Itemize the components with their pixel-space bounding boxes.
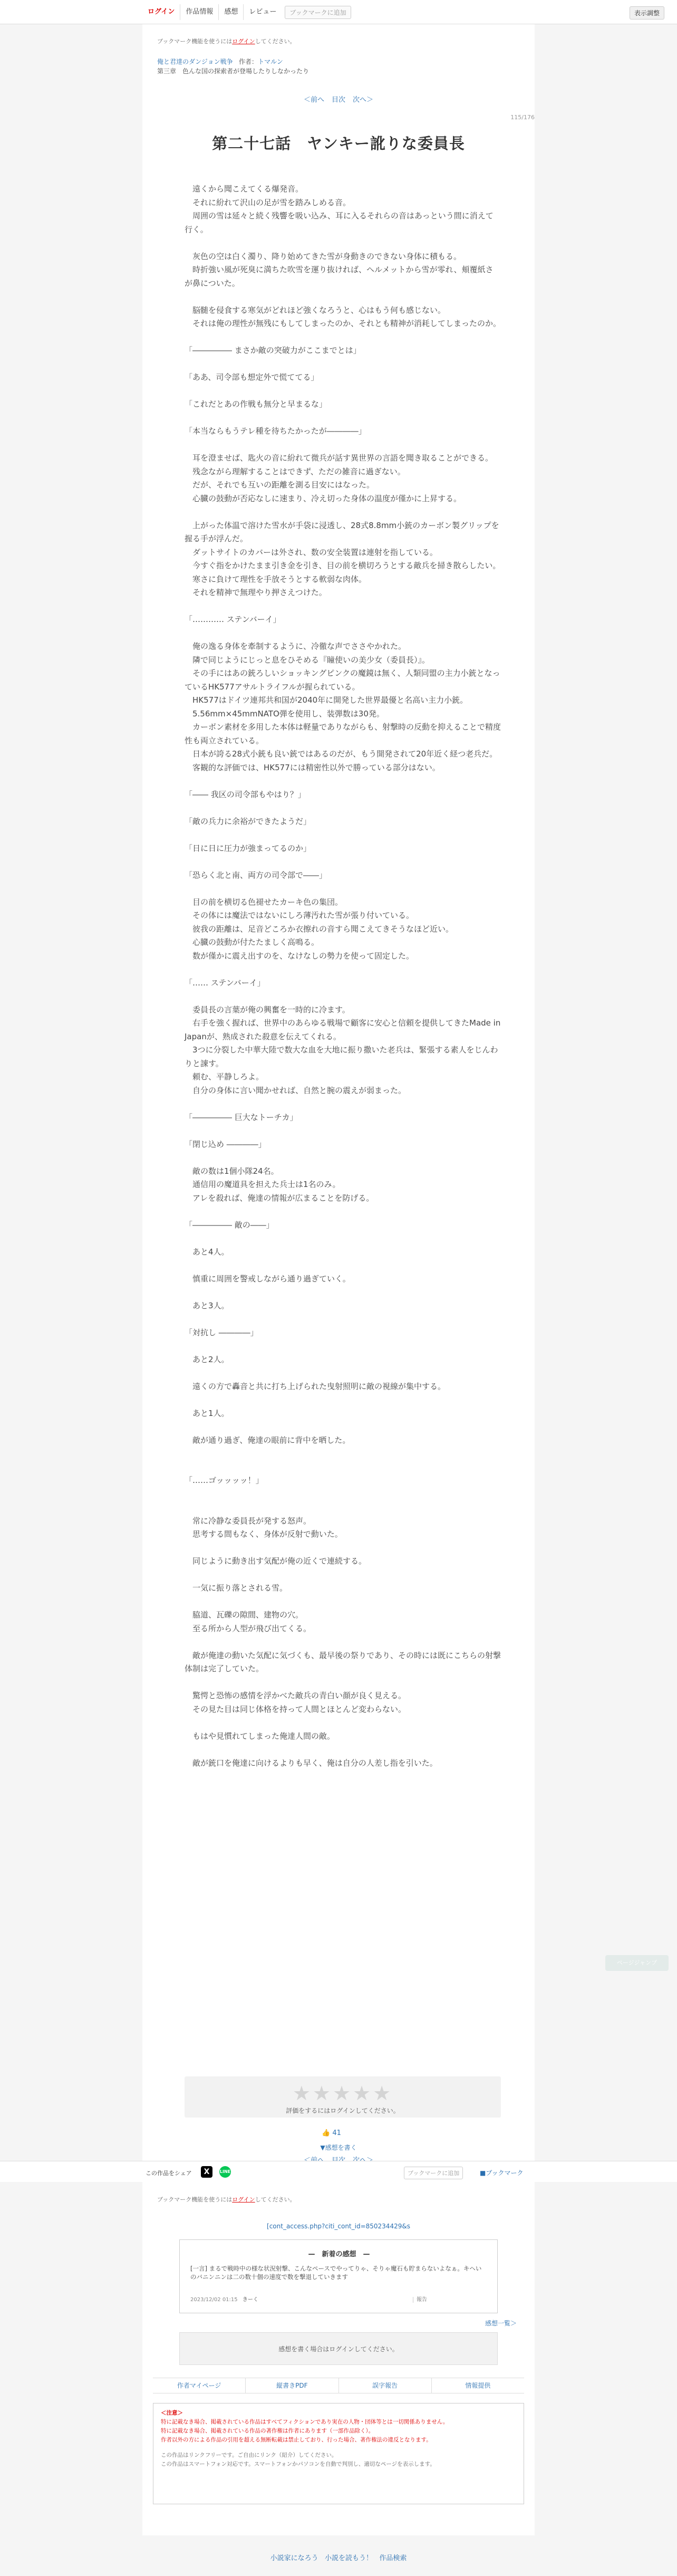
body-paragraph: だが、それでも互いの距離を測る目安にはなった。 [185, 480, 375, 490]
like-count: 41 [332, 2129, 341, 2137]
body-paragraph: 同じように動き出す気配が俺の近くで連続する。 [185, 1556, 367, 1566]
caution-line-5: この作品はスマートフォン対応です。スマートフォンかパソコンを自動で判別し、適切なページを表示します。 [161, 2461, 436, 2467]
ad-banner-link[interactable]: [cont_access.php?citi_cont_id=850234429&s [267, 2223, 410, 2230]
write-impression-login-note: 感想を書く場合はログインしてください。 [179, 2332, 498, 2365]
body-paragraph: それを精神で無理やり押さえつけた。 [185, 588, 327, 597]
body-paragraph: それに紛れて沢山の足が雪を踏みしめる音。 [185, 197, 351, 207]
body-paragraph [185, 1124, 501, 1138]
body-paragraph [185, 290, 501, 304]
typo-report-link[interactable]: 誤字報告 [339, 2378, 432, 2393]
page-number: 115/176 [510, 114, 535, 121]
body-paragraph: それは俺の理性が無残にもしてしまったのか、それとも精神が消耗してしまったのか。 [185, 319, 501, 328]
body-paragraph: 「―― 我区の司令部もやはり？」 [185, 789, 306, 799]
body-paragraph: 「…… ステンバーイ」 [185, 978, 265, 988]
body-paragraph [185, 1635, 501, 1649]
body-paragraph: 「………… ステンバーイ」 [185, 615, 281, 624]
body-paragraph [185, 1716, 501, 1730]
bookmark-add-button[interactable]: ブックマークに追加 [285, 6, 351, 19]
body-paragraph [185, 411, 501, 425]
write-impression-link[interactable]: ▼感想を書く [320, 2144, 357, 2151]
evaluation-box [185, 2076, 501, 2118]
body-paragraph: 「閉じ込め ――――」 [185, 1139, 266, 1149]
body-paragraph [185, 1097, 501, 1111]
body-paragraph: HK577はドイツ連邦共和国が2040年に開発した世界最優と名高い主力小銃。 [185, 695, 468, 705]
body-paragraph [185, 331, 501, 344]
body-paragraph: カーボン素材を多用した本体は軽量でありながらも、射撃時の反動を抑えることで精度性も両立されている。 [185, 722, 501, 745]
body-paragraph [185, 882, 501, 896]
impression-user[interactable]: きーく [242, 2297, 258, 2303]
bookmark-login-notice [157, 37, 296, 45]
body-paragraph: 驚愕と恐怖の感情を浮かべた敵兵の青白い顔が良く見える。 [185, 1691, 407, 1700]
body-paragraph: あと4人。 [185, 1247, 229, 1257]
body-paragraph [185, 1568, 501, 1582]
body-paragraph: アレを殺れば、俺達の情報が広まることを防げる。 [185, 1193, 374, 1203]
evaluation-login-note: 評価をするにはログインしてください。 [286, 2107, 400, 2114]
display-settings-button[interactable]: 表示調整 [630, 6, 664, 20]
body-paragraph: その手にはあの銃ろしいショッキングピンクの魔鏡は無く、人類同盟の主力小銃となっているHK577アサルトライフルが握られている。 [185, 668, 500, 692]
body-paragraph: 委員長の言葉が俺の興奮を一時的に冷ます。 [185, 1004, 350, 1014]
body-paragraph: 寒さに負けて理性を手放そうとする軟弱な肉体。 [185, 574, 367, 584]
impression-report-link[interactable]: 報告 [413, 2297, 427, 2303]
body-paragraph: あと1人。 [185, 1408, 229, 1418]
pager-top [142, 94, 535, 104]
body-paragraph [185, 1393, 501, 1407]
body-paragraph: 客観的な評価では、HK577には精密性以外で勝っている部分はない。 [185, 762, 440, 772]
body-paragraph: あと2人。 [185, 1354, 229, 1364]
chapter-heading: 第三章 色んな国の探索者が登場したりしなかったり [157, 68, 310, 75]
body-paragraph: 敵の数は1個小隊24名。 [185, 1166, 279, 1176]
body-paragraph: 時折強い風が死臭に満ちた吹雪を運り抜ければ、ヘルメットから雪が零れ、頬覆紙さが鼻についた。 [185, 265, 494, 288]
body-paragraph: 敵が通り過ぎ、俺達の眼前に背中を晒した。 [185, 1435, 351, 1445]
thumbs-up-icon: 👍 [322, 2129, 331, 2137]
body-paragraph: 心臓の鼓動が否応なしに速まり、冷え切った身体の温度が僅かに上昇する。 [185, 493, 462, 503]
next-link[interactable]: 次へ＞ [353, 96, 374, 104]
body-paragraph [185, 1420, 501, 1434]
body-paragraph [185, 774, 501, 788]
body-paragraph: 自分の身体に言い聞かせれば、自然と腕の震えが弱まった。 [185, 1085, 407, 1095]
body-paragraph: 通信用の魔道具を担えた兵士は1名のみ。 [185, 1180, 341, 1189]
impression-meta [190, 2295, 427, 2303]
body-paragraph: 「敵の兵力に余裕ができたようだ」 [185, 816, 312, 826]
impressions-title: — 新着の感想 — [308, 2251, 370, 2258]
caution-box [153, 2403, 524, 2504]
body-paragraph [185, 1232, 501, 1246]
new-impressions-box [179, 2239, 498, 2313]
body-paragraph [185, 963, 501, 976]
top-nav-inner [142, 4, 533, 20]
body-paragraph: 「――――― 敵の――」 [185, 1220, 274, 1230]
top-navigation-bar [0, 0, 677, 24]
impressions-link[interactable]: 感想 [219, 4, 244, 20]
body-paragraph: 目の前を横切る色褪せたカーキ色の集団。 [185, 897, 343, 907]
body-paragraph: 灰色の空は白く濁り、降り始めてきた雪が身動きのできない身体に積もる。 [185, 251, 462, 261]
body-paragraph: あと3人。 [185, 1300, 229, 1310]
body-paragraph: 隣で同じようにじっと息をひそめる『瞳使いの美少女（委員長）』。 [185, 655, 430, 665]
footer-links [0, 2552, 677, 2562]
x-share-icon[interactable]: X [201, 2166, 212, 2178]
body-paragraph: 「本当ならもうテレ種を待ちたかったが――――」 [185, 426, 366, 436]
body-paragraph: 数が僅かに震え出すのを、なけなしの勢力を使って固定した。 [185, 951, 414, 961]
impression-text: [一言] まるで戦時中の様な状況射撃、こんなペースでやってりゃ、そりゃ魔石も貯まらないよなぁ。キヘいのバニンニンは二の数十個の速度で数を撃退していきます [190, 2265, 482, 2281]
body-paragraph [185, 438, 501, 452]
body-paragraph [185, 1151, 501, 1165]
body-paragraph: 「ああ、司令部も想定外で慌ててる」 [185, 372, 319, 382]
bookmark-add-button-bottom[interactable]: ブックマークに追加 [404, 2167, 463, 2179]
author-link[interactable]: トマルン [258, 58, 283, 65]
body-paragraph: 周囲の雪は延々と続く残響を吸い込み、耳に入るそれらの音はあっという間に消えて行く。 [185, 211, 494, 234]
body-paragraph [185, 1461, 501, 1474]
body-paragraph [185, 1676, 501, 1690]
notice-login-link[interactable]: ログイン [232, 38, 255, 45]
body-paragraph [185, 990, 501, 1003]
body-paragraph: 頼む、平静しろよ。 [185, 1072, 264, 1081]
body-paragraph [185, 505, 501, 519]
body-paragraph: 慎重に周囲を警戒しながら通り過ぎていく。 [185, 1273, 351, 1284]
body-paragraph [185, 1541, 501, 1555]
author-mypage-link[interactable]: 作者マイページ [153, 2378, 246, 2393]
episode-title: 第二十七話 ヤンキー訛りな委員長 [212, 135, 465, 152]
body-paragraph [185, 1286, 501, 1299]
body-paragraph: 「対抗し ――――」 [185, 1327, 258, 1337]
novel-body [185, 183, 504, 1770]
line-share-icon[interactable]: LINE [219, 2166, 231, 2178]
body-paragraph [185, 801, 501, 815]
body-paragraph: 耳を澄ませば、匙火の音に紛れて微兵が話す異世界の言語を聞き取ることができる。 [185, 453, 494, 463]
caution-line-3: 作者以外の方による作品の引用を超える無断転載は禁止しており、行った場合、著作権法の違反となります。 [161, 2437, 432, 2443]
notice2-login-link[interactable]: ログイン [232, 2196, 255, 2203]
body-paragraph [185, 236, 501, 250]
review-link[interactable]: レビュー [249, 8, 277, 16]
body-paragraph: ダットサイトのカバーは外され、数の安全装置は連射を指している。 [185, 547, 438, 557]
body-paragraph [185, 1595, 501, 1609]
notice-text-pre: ブックマーク機能を使うには [157, 38, 233, 45]
body-paragraph: 日本が誇る28式小銃も良い銃ではあるのだが、もう開発されて20年近く経つ老兵だ。 [185, 749, 498, 759]
body-paragraph [185, 627, 501, 640]
body-paragraph: その見た目は同じ体格を持って人間とほとんど変わらない。 [185, 1704, 407, 1714]
author-label: 作者： [239, 58, 258, 65]
body-paragraph [185, 1259, 501, 1272]
body-paragraph: 右手を強く握れば、世界中のあらゆる戦場で顧客に安心と信頼を提供してきたMade in Japanが、熟成された殺意を伝えてくれる。 [185, 1018, 504, 1041]
body-paragraph [185, 1447, 501, 1461]
body-paragraph: 心臓の鼓動が付たたましく高鳴る。 [185, 937, 320, 947]
body-paragraph: 「これだとあの作戦も無分と早まるな」 [185, 399, 327, 409]
body-paragraph [185, 1743, 501, 1757]
body-paragraph: 「――――― 巨大なトーチカ」 [185, 1112, 298, 1122]
body-paragraph: 残念ながら理解することはできず、ただの雑音に過ぎない。 [185, 466, 405, 476]
rating-stars[interactable]: ★★★★★ [292, 2082, 393, 2105]
breadcrumb [157, 57, 309, 76]
caution-line-4: この作品はリンクフリーです。ご自由にリンク（紹介）してください。 [161, 2452, 337, 2458]
body-paragraph: 今すぐ指をかけたまま引き金を引き、目の前を横切ろうとする敵兵を掃き散らしたい。 [185, 561, 501, 570]
body-paragraph: 一気に振り落とされる雪。 [185, 1583, 288, 1593]
body-paragraph: 脳髄を侵食する寒気がどれほど強くなろうと、心はもう何も感じない。 [185, 305, 446, 315]
body-paragraph [185, 1339, 501, 1353]
footer-link-yomou[interactable]: 小説を読もう！ [324, 2554, 373, 2562]
body-paragraph: 上がった体温で溶けた雪水が手袋に浸透し、28式8.8mm小銃のカーボン製グリップを握る手が浮んだ。 [185, 520, 499, 543]
body-paragraph: 遠くの方で轟音と共に打ち上げられた曳射照明に敵の視線が集中する。 [185, 1381, 446, 1391]
body-paragraph: その体には魔法ではないにしろ薄汚れた雪が張り付いている。 [185, 911, 414, 920]
login-link[interactable]: ログイン [142, 4, 180, 20]
footer-link-search[interactable]: 作品検索 [379, 2554, 407, 2562]
body-paragraph [185, 1501, 501, 1515]
notice2-text-post: してください。 [255, 2196, 296, 2203]
body-paragraph: 5.56mm×45mmNATO弾を使用し、装弾数は30発。 [185, 708, 384, 719]
lower-sheet [142, 2182, 535, 2531]
vertical-pdf-link[interactable]: 縦書きPDF [246, 2378, 338, 2393]
body-paragraph: 至る所から人型が飛び出てくる。 [185, 1623, 312, 1633]
page-jump-button[interactable]: ページジャンプ [605, 1955, 669, 1971]
body-paragraph: 俺の逸る身体を牽制するように、冷徹な声でささやかれた。 [185, 641, 407, 651]
author-links-row [153, 2378, 524, 2393]
body-paragraph: 常に冷静な委員長が発する怒声。 [185, 1516, 312, 1526]
body-paragraph: 遠くから聞こえてくる爆発音。 [185, 184, 304, 194]
impressions-list-link[interactable]: 感想一覧＞ [485, 2320, 517, 2327]
body-paragraph [185, 1205, 501, 1219]
notice2-text-pre: ブックマーク機能を使うには [157, 2196, 233, 2203]
body-paragraph: 彼我の距離は、足音どころか衣擦れの音すら聞こえてきそうなほど近い。 [185, 924, 454, 934]
info-provide-link[interactable]: 情報提供 [465, 2382, 491, 2389]
body-paragraph [185, 358, 501, 371]
toc-link[interactable]: 目次 [331, 96, 345, 104]
novel-sheet [142, 24, 535, 2535]
caution-line-1: 特に記載なき場合、掲載されている作品はすべてフィクションであり実在の人物・団体等とは一切関係ありません。 [161, 2419, 449, 2425]
bookmark-link[interactable]: ■ブックマーク [480, 2169, 524, 2177]
body-paragraph: 「――――― まさか敵の突破力がここまでとは」 [185, 346, 361, 355]
bookmark-login-notice-bottom [157, 2195, 296, 2204]
caution-line-2: 特に記載なき場合、掲載されている作品の著作権は作者にあります（一部作品除く）。 [161, 2428, 374, 2434]
body-paragraph: 3つに分裂した中華大陸で数大な血を大地に振り撒いた老兵は、緊張する素人をじんわりと諌す。 [185, 1045, 498, 1068]
body-paragraph: もはや見慣れてしまった俺達人間の敵。 [185, 1731, 335, 1741]
body-paragraph: 「恐らく北と南、両方の司令部で――」 [185, 870, 327, 880]
footer-link-narou[interactable]: 小説家になろう [270, 2554, 318, 2562]
impression-date: 2023/12/02 01:15 [190, 2297, 238, 2303]
share-label: この作品をシェア [146, 2170, 192, 2177]
body-paragraph [185, 600, 501, 614]
like-reaction[interactable] [322, 2129, 341, 2137]
body-paragraph [185, 1366, 501, 1380]
body-paragraph: 思考する間もなく、身体が反射で動いた。 [185, 1529, 343, 1539]
notice-text-post: してください。 [255, 38, 296, 45]
share-bar [0, 2161, 677, 2182]
prev-link[interactable]: ＜前へ [303, 96, 324, 104]
caution-title: ＜注意＞ [161, 2410, 183, 2416]
body-paragraph: 敵が銃口を俺達に向けるよりも早く、俺は自分の人差し指を引いた。 [185, 1758, 438, 1768]
body-paragraph: 「……ゴッッッッ！」 [185, 1476, 264, 1485]
body-paragraph [185, 828, 501, 842]
body-paragraph: 敵が俺達の動いた気配に気づくも、最早後の祭りであり、その時には既にこちらの射撃体制は完了していた。 [185, 1650, 501, 1673]
body-paragraph [185, 385, 501, 398]
body-paragraph [185, 1488, 501, 1501]
body-paragraph: 脇道、瓦礫の隙間、建物の穴。 [185, 1610, 304, 1620]
series-title-link[interactable]: 俺と君達のダンジョン戦争 [157, 58, 233, 65]
body-paragraph [185, 855, 501, 869]
work-info-link[interactable]: 作品情報 [180, 4, 219, 20]
body-paragraph: 「日に日に圧力が強まってるのか」 [185, 843, 312, 853]
body-paragraph [185, 1313, 501, 1326]
